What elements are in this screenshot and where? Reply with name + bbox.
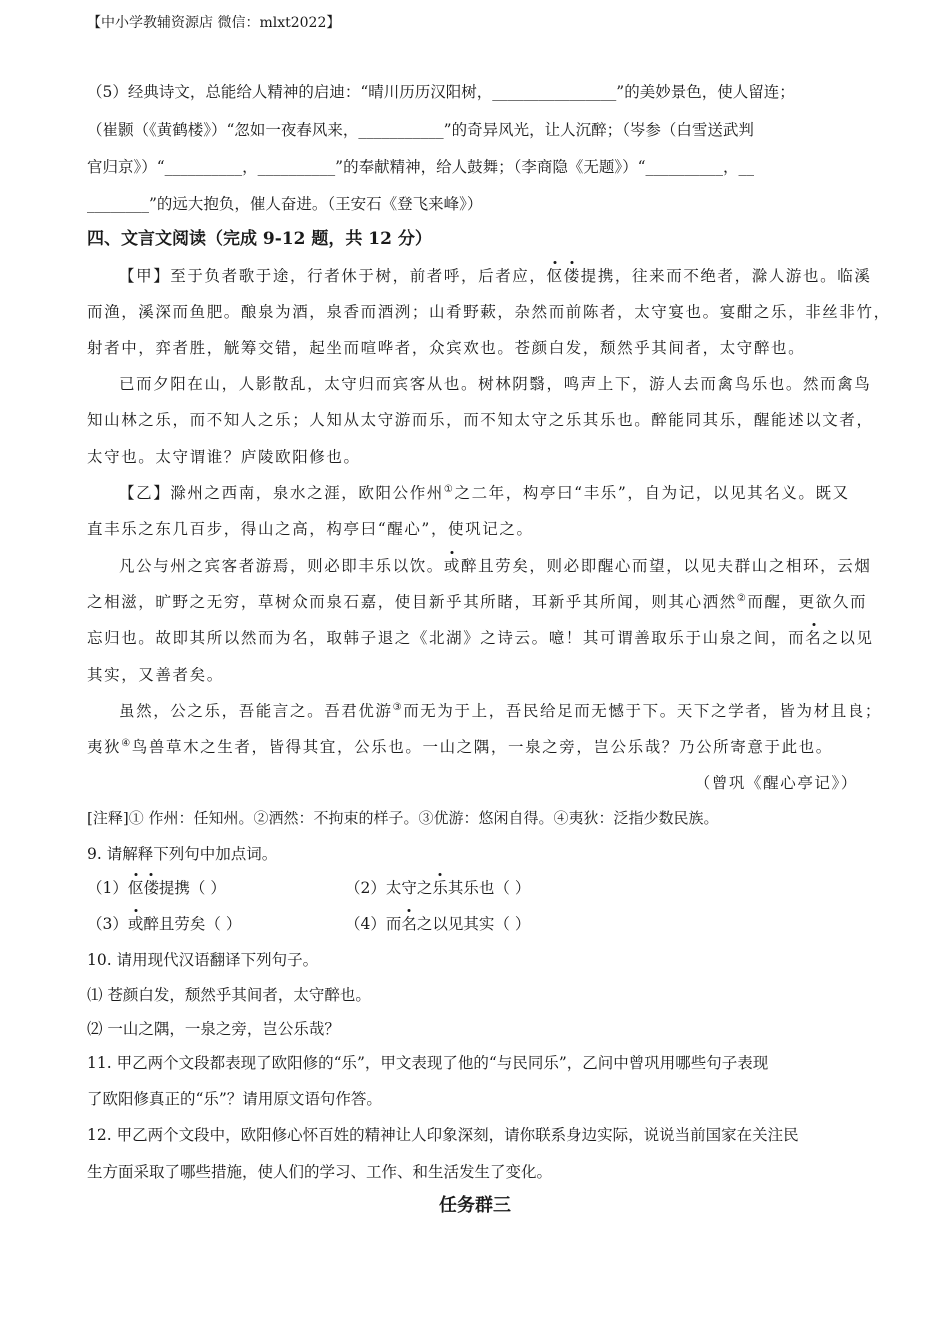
poetry-line-4: ________”的远大抱负，催人奋进。（王安石《登飞来峰》） xyxy=(87,195,483,213)
q9-text: （3） xyxy=(87,915,128,933)
yi-text: 夷狄 xyxy=(87,738,122,756)
q11-line-1: 11. 甲乙两个文段都表现了欧阳修的“乐”，甲文表现了他的“与民同乐”，乙问中曾巩用哪些句子表现 xyxy=(87,1054,769,1072)
yi-p2-line-1 xyxy=(119,555,871,577)
dotted-char: 乐 xyxy=(432,879,448,897)
q11-line-2: 了欧阳修真正的“乐”？请用原文语句作答。 xyxy=(87,1090,382,1108)
yi-text: 【乙】滁州之西南，泉水之涯，欧阳公作州 xyxy=(119,484,444,502)
yi-p2-line-4: 其实，又善者矣。 xyxy=(87,666,224,684)
q9-item-4 xyxy=(345,913,530,935)
jia-p1-line-2: 而渔，溪深而鱼肥。酿泉为酒，泉香而酒洌；山肴野蔌，杂然而前陈者，太守宴也。宴酣之乐，非丝非竹， xyxy=(87,303,891,321)
dotted-char: 偻 xyxy=(563,267,581,285)
page-header: 【中小学教辅资源店 微信：mlxt2022】 xyxy=(87,15,341,31)
jia-p1-post: 提携，往来而不绝者，滁人游也。临溪 xyxy=(580,267,872,285)
yi-p1-line-2: 直丰乐之东几百步，得山之高，构亭曰“醒心”，使巩记之。 xyxy=(87,520,534,538)
dotted-char: 偻 xyxy=(143,879,159,897)
q9-item-2 xyxy=(345,877,530,899)
yi-text: 忘归也。故即其所以然而为名，取韩子退之《北湖》之诗云。噫！其可谓善取乐于山泉之间，而 xyxy=(87,629,806,647)
jia-p2-line-2: 知山林之乐，而不知人之乐；人知从太守游而乐，而不知太守之乐其乐也。醉能同其乐，醒能述以文者， xyxy=(87,411,874,429)
q10-sentence-2: ⑵ 一山之隅，一泉之旁，岂公乐哉？ xyxy=(87,1020,340,1038)
q9-item-1 xyxy=(87,877,226,899)
poetry-line-2: （崔颢（《黄鹤楼》）“忽如一夜春风来，___________”的奇异风光，让人沉醉；（岑参（白雪送武判 xyxy=(87,121,754,139)
yi-text: 醉且劳矣，则必即醒心而望，以见夫群山之相环，云烟 xyxy=(461,557,872,575)
yi-p3-line-1 xyxy=(119,700,882,722)
poetry-line-1: （5）经典诗文，总能给人精神的启迪：“晴川历历汉阳树，________________”的美妙景色，使人留连； xyxy=(87,83,795,101)
footnote-mark: ④ xyxy=(121,737,132,749)
poetry-line-3: 官归京》）“__________，__________”的奉献精神，给人鼓舞；（李商隐《无题》）“__________，__ xyxy=(87,158,755,176)
q9-text: 之以见其实（ ） xyxy=(416,915,531,933)
q9-text: 其乐也（ ） xyxy=(447,879,531,897)
yi-text: 而醒，更欲久而 xyxy=(747,593,868,611)
yi-text: 之二年，构亭曰“丰乐”，自为记，以见其名义。既又 xyxy=(454,484,850,502)
yi-text: 之相滋，旷野之无穷，草树众而泉石嘉，使目新乎其所睹，耳新乎其所闻，则其心洒然 xyxy=(87,593,737,611)
dotted-char: 或 xyxy=(443,557,462,575)
yi-text: 之以见 xyxy=(822,629,874,647)
yi-p2-line-2 xyxy=(87,591,867,613)
passage-source: （曾巩《醒心亭记》） xyxy=(694,774,858,792)
q10-sentence-1: ⑴ 苍颜白发，颓然乎其间者，太守醉也。 xyxy=(87,986,371,1004)
jia-p2-line-3: 太守也。太守谓谁？庐陵欧阳修也。 xyxy=(87,448,361,466)
jia-p1-line-3: 射者中，弈者胜，觥筹交错，起坐而喧哗者，众宾欢也。苍颜白发，颓然乎其间者，太守醉也。 xyxy=(87,339,806,357)
q9-text: （1） xyxy=(87,879,128,897)
annotation-notes: [注释]① 作州：任知州。②洒然：不拘束的样子。③优游：悠闲自得。④夷狄：泛指少数民族。 xyxy=(87,809,719,827)
dotted-char: 名 xyxy=(805,629,823,647)
yi-text: 虽然，公之乐，吾能言之。吾君优游 xyxy=(119,702,393,720)
yi-p1-line-1 xyxy=(119,482,850,504)
yi-text: 凡公与州之宾客者游焉，则必即丰乐以饮。 xyxy=(119,557,444,575)
jia-p1-pre: 【甲】至于负者歌于途，行者休于树，前者呼，后者应， xyxy=(119,267,547,285)
q12-line-2: 生方面采取了哪些措施，使人们的学习、工作、和生活发生了变化。 xyxy=(87,1163,553,1181)
footnote-mark: ② xyxy=(736,592,748,604)
yi-text: 鸟兽草木之生者，皆得其宜，公乐也。一山之隅，一泉之旁，岂公乐哉？乃公所寄意于此也。 xyxy=(131,738,833,756)
dotted-char: 或 xyxy=(127,915,144,933)
yi-p3-line-2 xyxy=(87,736,833,758)
q9-text: 提携（ ） xyxy=(158,879,226,897)
dotted-char: 名 xyxy=(401,915,417,933)
section-title: 四、文言文阅读（完成 9-12 题，共 12 分） xyxy=(87,229,432,249)
footnote-mark: ① xyxy=(443,483,455,495)
dotted-char: 伛 xyxy=(546,267,564,285)
task-group-title: 任务群三 xyxy=(439,1195,511,1216)
yi-p2-line-3 xyxy=(87,627,874,649)
jia-p1-line-1 xyxy=(119,265,871,287)
q10-stem: 10. 请用现代汉语翻译下列句子。 xyxy=(87,951,319,969)
q12-line-1: 12. 甲乙两个文段中，欧阳修心怀百姓的精神让人印象深刻，请你联系身边实际，说说当前国家在关注民 xyxy=(87,1126,799,1144)
dotted-char: 伛 xyxy=(127,879,144,897)
q9-text: （4）而 xyxy=(345,915,402,933)
q9-item-3 xyxy=(87,913,241,935)
jia-p2-line-1: 已而夕阳在山，人影散乱，太守归而宾客从也。树林阴翳，鸣声上下，游人去而禽鸟乐也。然而禽鸟 xyxy=(119,375,872,393)
q9-stem: 9. 请解释下列句中加点词。 xyxy=(87,845,278,863)
yi-text: 而无为于上，吾民给足而无憾于下。天下之学者，皆为材且良； xyxy=(403,702,882,720)
footnote-mark: ③ xyxy=(392,701,404,713)
q9-text: （2）太守之 xyxy=(345,879,433,897)
q9-text: 醉且劳矣（ ） xyxy=(143,915,242,933)
